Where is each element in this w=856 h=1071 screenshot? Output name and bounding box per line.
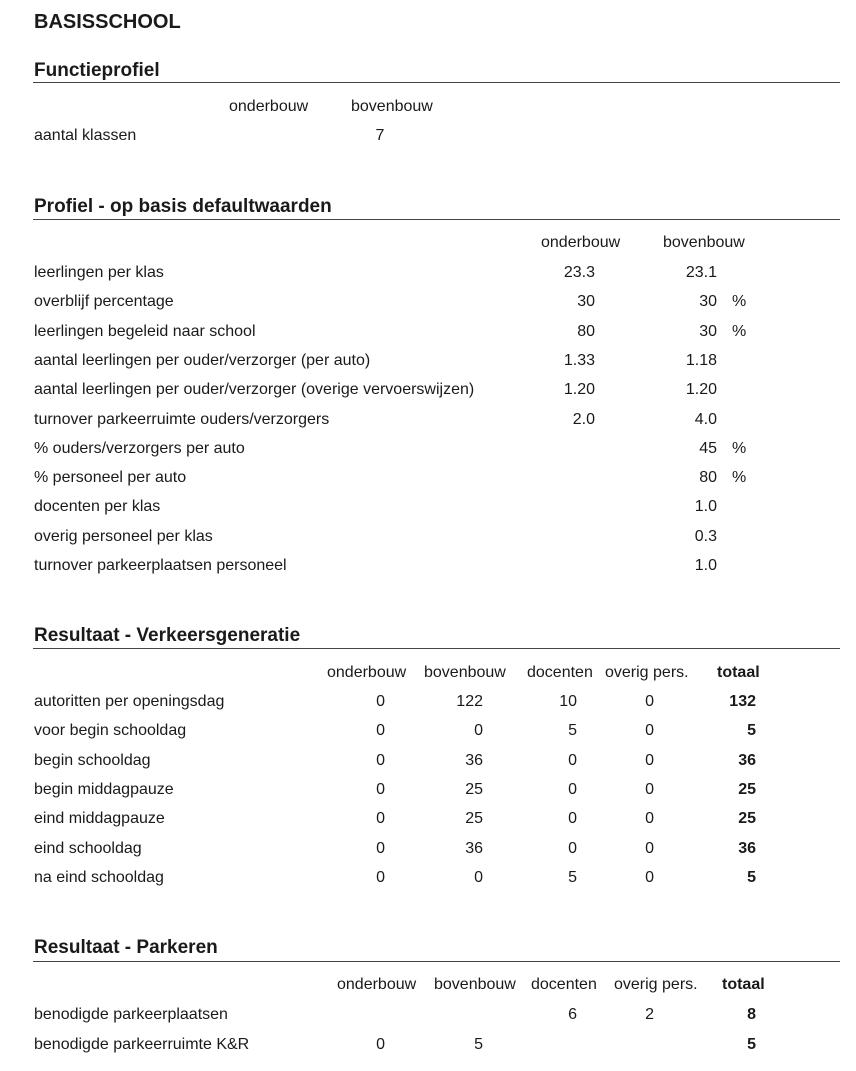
cell-value: 5 <box>747 869 756 886</box>
cell-value: 5 <box>747 722 756 739</box>
row-label: % ouders/verzorgers per auto <box>34 440 245 457</box>
column-header-bovenbouw: bovenbouw <box>434 976 516 993</box>
cell-value: 132 <box>729 693 756 710</box>
row-label: aantal leerlingen per ouder/verzorger (overige vervoerswijzen) <box>34 381 475 398</box>
cell-bovenbouw: 45 <box>699 440 717 457</box>
cell-bovenbouw: 1.18 <box>685 352 717 369</box>
cell-bovenbouw: 4.0 <box>694 411 717 428</box>
cell-value: 0 <box>645 869 654 886</box>
row-label: eind schooldag <box>34 840 142 857</box>
cell-bovenbouw: 0.3 <box>694 528 717 545</box>
cell-value: 0 <box>376 810 385 827</box>
column-header-bovenbouw: bovenbouw <box>424 664 506 681</box>
cell-value: 0 <box>568 840 577 857</box>
cell-onderbouw: 2.0 <box>572 411 595 428</box>
cell-value: 0 <box>568 781 577 798</box>
row-label: begin middagpauze <box>34 781 174 798</box>
cell-value: 0 <box>645 752 654 769</box>
cell-value: 0 <box>645 840 654 857</box>
column-header-totaal: totaal <box>722 976 765 993</box>
cell-value: 0 <box>474 722 483 739</box>
cell-value: 5 <box>474 1036 483 1053</box>
cell-value: 0 <box>645 810 654 827</box>
cell-onderbouw: 23.3 <box>563 264 595 281</box>
cell-bovenbouw: 1.0 <box>694 557 717 574</box>
cell-value: 6 <box>568 1006 577 1023</box>
cell-value: 5 <box>568 869 577 886</box>
cell-value: 0 <box>376 693 385 710</box>
cell-value: 0 <box>568 752 577 769</box>
cell-value: 0 <box>376 1036 385 1053</box>
section-title-functieprofiel: Functieprofiel <box>34 60 160 81</box>
cell-value: 5 <box>747 1036 756 1053</box>
row-label: turnover parkeerruimte ouders/verzorgers <box>34 411 330 428</box>
row-label: benodigde parkeerplaatsen <box>34 1006 228 1023</box>
cell-value: 7 <box>375 127 385 144</box>
page-title: BASISSCHOOL <box>34 11 181 33</box>
cell-value: 2 <box>645 1006 654 1023</box>
row-label: overig personeel per klas <box>34 528 213 545</box>
cell-bovenbouw: 23.1 <box>685 264 717 281</box>
column-header-bovenbouw: bovenbouw <box>663 234 745 251</box>
column-header-onderbouw: onderbouw <box>327 664 407 681</box>
section-title-parkeren: Resultaat - Parkeren <box>34 937 218 958</box>
cell-value: 0 <box>474 869 483 886</box>
column-header-overig-pers: overig pers. <box>614 976 698 993</box>
column-header-docenten: docenten <box>527 664 593 681</box>
cell-value: 0 <box>568 810 577 827</box>
row-label: na eind schooldag <box>34 869 164 886</box>
row-label: leerlingen per klas <box>34 264 164 281</box>
cell-value: 25 <box>738 781 756 798</box>
cell-bovenbouw: 30 <box>699 293 717 310</box>
cell-value: 0 <box>645 781 654 798</box>
row-label: docenten per klas <box>34 498 161 515</box>
cell-onderbouw: 1.20 <box>563 381 595 398</box>
section-divider <box>33 219 840 220</box>
cell-value: 0 <box>376 869 385 886</box>
cell-onderbouw: 80 <box>577 323 595 340</box>
column-header-onderbouw: onderbouw <box>337 976 417 993</box>
cell-value: 36 <box>738 752 756 769</box>
cell-value: 0 <box>645 722 654 739</box>
cell-value: 0 <box>645 693 654 710</box>
section-title-profiel: Profiel - op basis defaultwaarden <box>34 196 332 217</box>
column-header-bovenbouw: bovenbouw <box>351 98 433 115</box>
row-label: eind middagpauze <box>34 810 165 827</box>
cell-value: 5 <box>568 722 577 739</box>
cell-value: 36 <box>738 840 756 857</box>
column-header-overig-pers: overig pers. <box>605 664 689 681</box>
cell-value: 0 <box>376 722 385 739</box>
row-label: begin schooldag <box>34 752 151 769</box>
cell-value: 36 <box>465 752 483 769</box>
cell-value: 0 <box>376 840 385 857</box>
row-label: autoritten per openingsdag <box>34 693 225 710</box>
row-label: % personeel per auto <box>34 469 187 486</box>
cell-value: 25 <box>465 781 483 798</box>
cell-value: 25 <box>738 810 756 827</box>
column-header-onderbouw: onderbouw <box>541 234 621 251</box>
cell-unit: % <box>732 323 747 340</box>
cell-value: 36 <box>465 840 483 857</box>
row-label: benodigde parkeerruimte K&R <box>34 1036 250 1053</box>
cell-value: 0 <box>376 781 385 798</box>
cell-unit: % <box>732 293 747 310</box>
cell-value: 10 <box>559 693 577 710</box>
cell-bovenbouw: 1.20 <box>685 381 717 398</box>
column-header-totaal: totaal <box>717 664 760 681</box>
cell-value: 122 <box>456 693 483 710</box>
row-label: aantal leerlingen per ouder/verzorger (per auto) <box>34 352 371 369</box>
cell-unit: % <box>732 440 747 457</box>
row-label: overblijf percentage <box>34 293 174 310</box>
cell-value: 25 <box>465 810 483 827</box>
cell-bovenbouw: 30 <box>699 323 717 340</box>
row-label: voor begin schooldag <box>34 722 187 739</box>
section-divider <box>33 82 840 83</box>
row-label: turnover parkeerplaatsen personeel <box>34 557 287 574</box>
cell-value: 0 <box>376 752 385 769</box>
cell-bovenbouw: 80 <box>699 469 717 486</box>
column-header-docenten: docenten <box>531 976 597 993</box>
row-label: leerlingen begeleid naar school <box>34 323 256 340</box>
cell-unit: % <box>732 469 747 486</box>
column-header-onderbouw: onderbouw <box>229 98 309 115</box>
section-divider <box>33 961 840 962</box>
section-divider <box>33 648 840 649</box>
section-title-verkeersgeneratie: Resultaat - Verkeersgeneratie <box>34 625 301 646</box>
cell-onderbouw: 30 <box>577 293 595 310</box>
cell-value: 8 <box>747 1006 756 1023</box>
row-label: aantal klassen <box>34 127 137 144</box>
cell-bovenbouw: 1.0 <box>694 498 717 515</box>
cell-onderbouw: 1.33 <box>563 352 595 369</box>
